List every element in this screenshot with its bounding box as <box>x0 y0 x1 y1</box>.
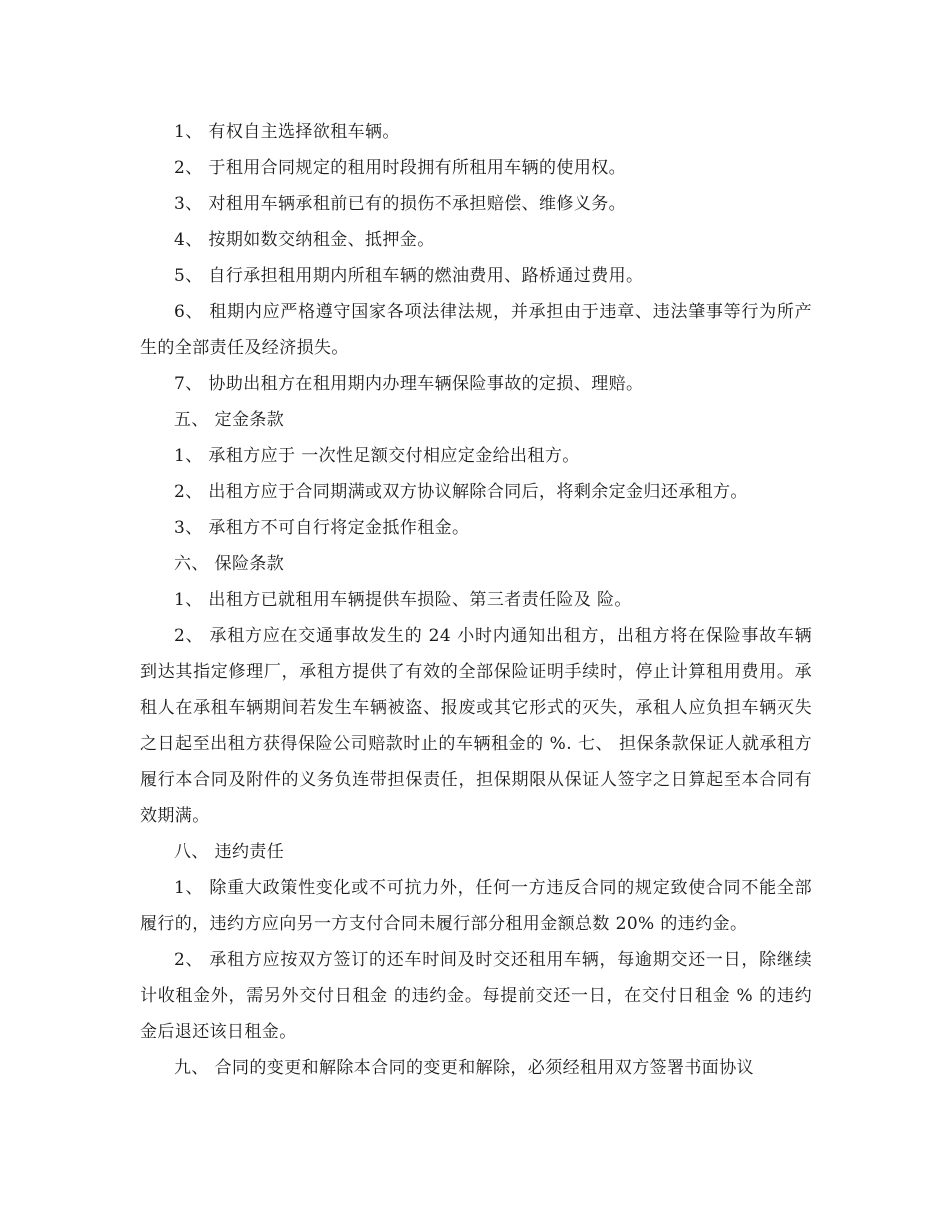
paragraph-breach-1: 1、 除重大政策性变化或不可抗力外，任何一方违反合同的规定致使合同不能全部履行的，违约方应向另一方支付合同未履行部分租用金额总数 20% 的违约金。 <box>140 878 812 934</box>
paragraph-right-3: 3、 对租用车辆承租前已有的损伤不承担赔偿、维修义务。 <box>174 194 627 214</box>
paragraph-right-4: 4、 按期如数交纳租金、抵押金。 <box>174 230 435 250</box>
section-heading-breach: 八、 违约责任 <box>174 842 285 862</box>
paragraph-right-2: 2、 于租用合同规定的租用时段拥有所租用车辆的使用权。 <box>174 158 627 178</box>
paragraph-insurance-1: 1、 出租方已就租用车辆提供车损险、第三者责任险及 险。 <box>174 590 632 610</box>
paragraph-deposit-2: 2、 出租方应于合同期满或双方协议解除合同后，将剩余定金归还承租方。 <box>174 482 748 502</box>
section-heading-amendment: 九、 合同的变更和解除本合同的变更和解除，必须经租用双方签署书面协议 <box>174 1058 755 1078</box>
paragraph-right-6: 6、 租期内应严格遵守国家各项法律法规，并承担由于违章、违法肇事等行为所产生的全部责任及经济损失。 <box>140 302 812 358</box>
paragraph-deposit-1: 1、 承租方应于 一次性足额交付相应定金给出租方。 <box>174 446 580 466</box>
paragraph-breach-2: 2、 承租方应按双方签订的还车时间及时交还租用车辆，每逾期交还一日，除继续计收租金外，需另外交付日租金 的违约金。每提前交还一日，在交付日租金 % 的违约金后退还该日租金。 <box>140 950 812 1042</box>
paragraph-deposit-3: 3、 承租方不可自行将定金抵作租金。 <box>174 518 470 538</box>
section-heading-deposit: 五、 定金条款 <box>174 410 285 430</box>
paragraph-right-5: 5、 自行承担租用期内所租车辆的燃油费用、路桥通过费用。 <box>174 266 644 286</box>
paragraph-right-1: 1、 有权自主选择欲租车辆。 <box>174 122 400 142</box>
document-body <box>140 114 812 1086</box>
paragraph-right-7: 7、 协助出租方在租用期内办理车辆保险事故的定损、理赔。 <box>174 374 644 394</box>
section-heading-insurance: 六、 保险条款 <box>174 554 285 574</box>
paragraph-insurance-2: 2、 承租方应在交通事故发生的 24 小时内通知出租方，出租方将在保险事故车辆到达其指定修理厂，承租方提供了有效的全部保险证明手续时，停止计算租用费用。承租人在承租车辆期间若发生车辆被盗、报废或其它形式的灭失，承租人应负担车辆灭失之日起至出租方获得保险公司赔款时止的车辆租金的 %. 七、 担保条款保证人就承租方履行本合同及附件的义务负连带担保责任，担保期限从保证人签字之日算起至本合同有效期满。 <box>140 626 812 826</box>
